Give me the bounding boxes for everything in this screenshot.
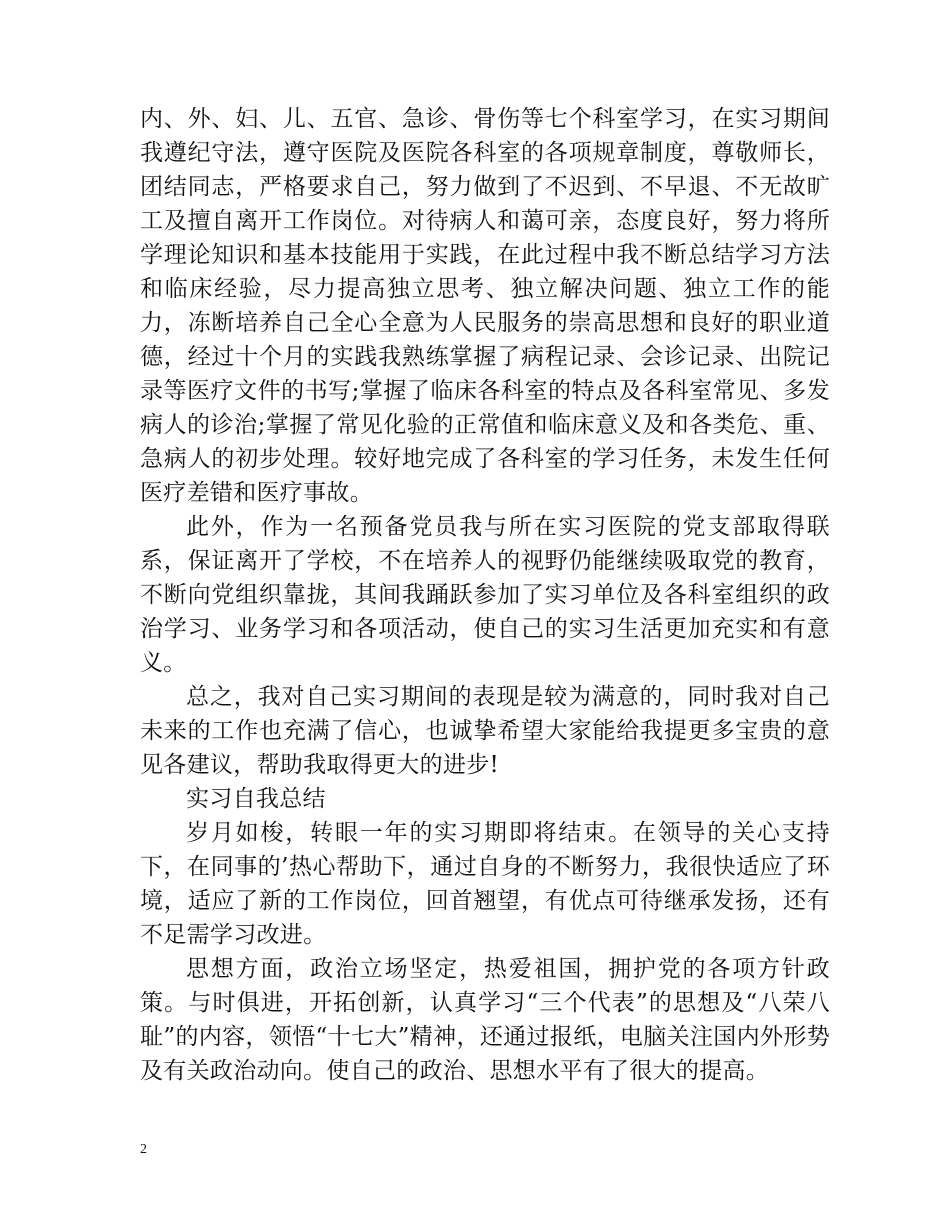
page-number: 2 (140, 1142, 147, 1157)
paragraph-5: 思想方面，政治立场坚定，热爱祖国，拥护党的各项方针政策。与时俱进，开拓创新，认真学习“三个代表”的思想及“八荣八耻”的内容，领悟“十七大”精神，还通过报纸，电脑关注国内外形势及有关政治动向。使自己的政治、思想水平有了很大的提高。 (140, 956, 830, 1084)
paragraph-4: 岁月如梭，转眼一年的实习期即将结束。在领导的关心支持下，在同事的’热心帮助下，通过自身的不断努力，我很快适应了环境，适应了新的工作岗位，回首翘望，有优点可待继承发扬，还有不足需学习改进。 (140, 820, 830, 948)
paragraph-2: 此外，作为一名预备党员我与所在实习医院的党支部取得联系，保证离开了学校，不在培养人的视野仍能继续吸取党的教育，不断向党组织靠拢，其间我踊跃参加了实习单位及各科室组织的政治学习、业务学习和各项活动，使自己的实习生活更加充实和有意义。 (140, 514, 830, 676)
document-body (140, 102, 830, 1088)
section-heading: 实习自我总结 (186, 786, 326, 812)
paragraph-3: 总之，我对自己实习期间的表现是较为满意的，同时我对自己未来的工作也充满了信心，也诚挚希望大家能给我提更多宝贵的意见各建议，帮助我取得更大的进步! (140, 684, 830, 778)
paragraph-1: 内、外、妇、儿、五官、急诊、骨伤等七个科室学习，在实习期间我遵纪守法，遵守医院及医院各科室的各项规章制度，尊敬师长，团结同志，严格要求自己，努力做到了不迟到、不早退、不无故旷工及擅自离开工作岗位。对待病人和蔼可亲，态度良好，努力将所学理论知识和基本技能用于实践，在此过程中我不断总结学习方法和临床经验，尽力提高独立思考、独立解决问题、独立工作的能力，冻断培养自己全心全意为人民服务的崇高思想和良好的职业道德，经过十个月的实践我熟练掌握了病程记录、会诊记录、出院记录等医疗文件的书写;掌握了临床各科室的特点及各科室常见、多发病人的诊治;掌握了常见化验的正常值和临床意义及和各类危、重、急病人的初步处理。较好地完成了各科室的学习任务，未发生任何医疗差错和医疗事故。 (140, 106, 830, 506)
